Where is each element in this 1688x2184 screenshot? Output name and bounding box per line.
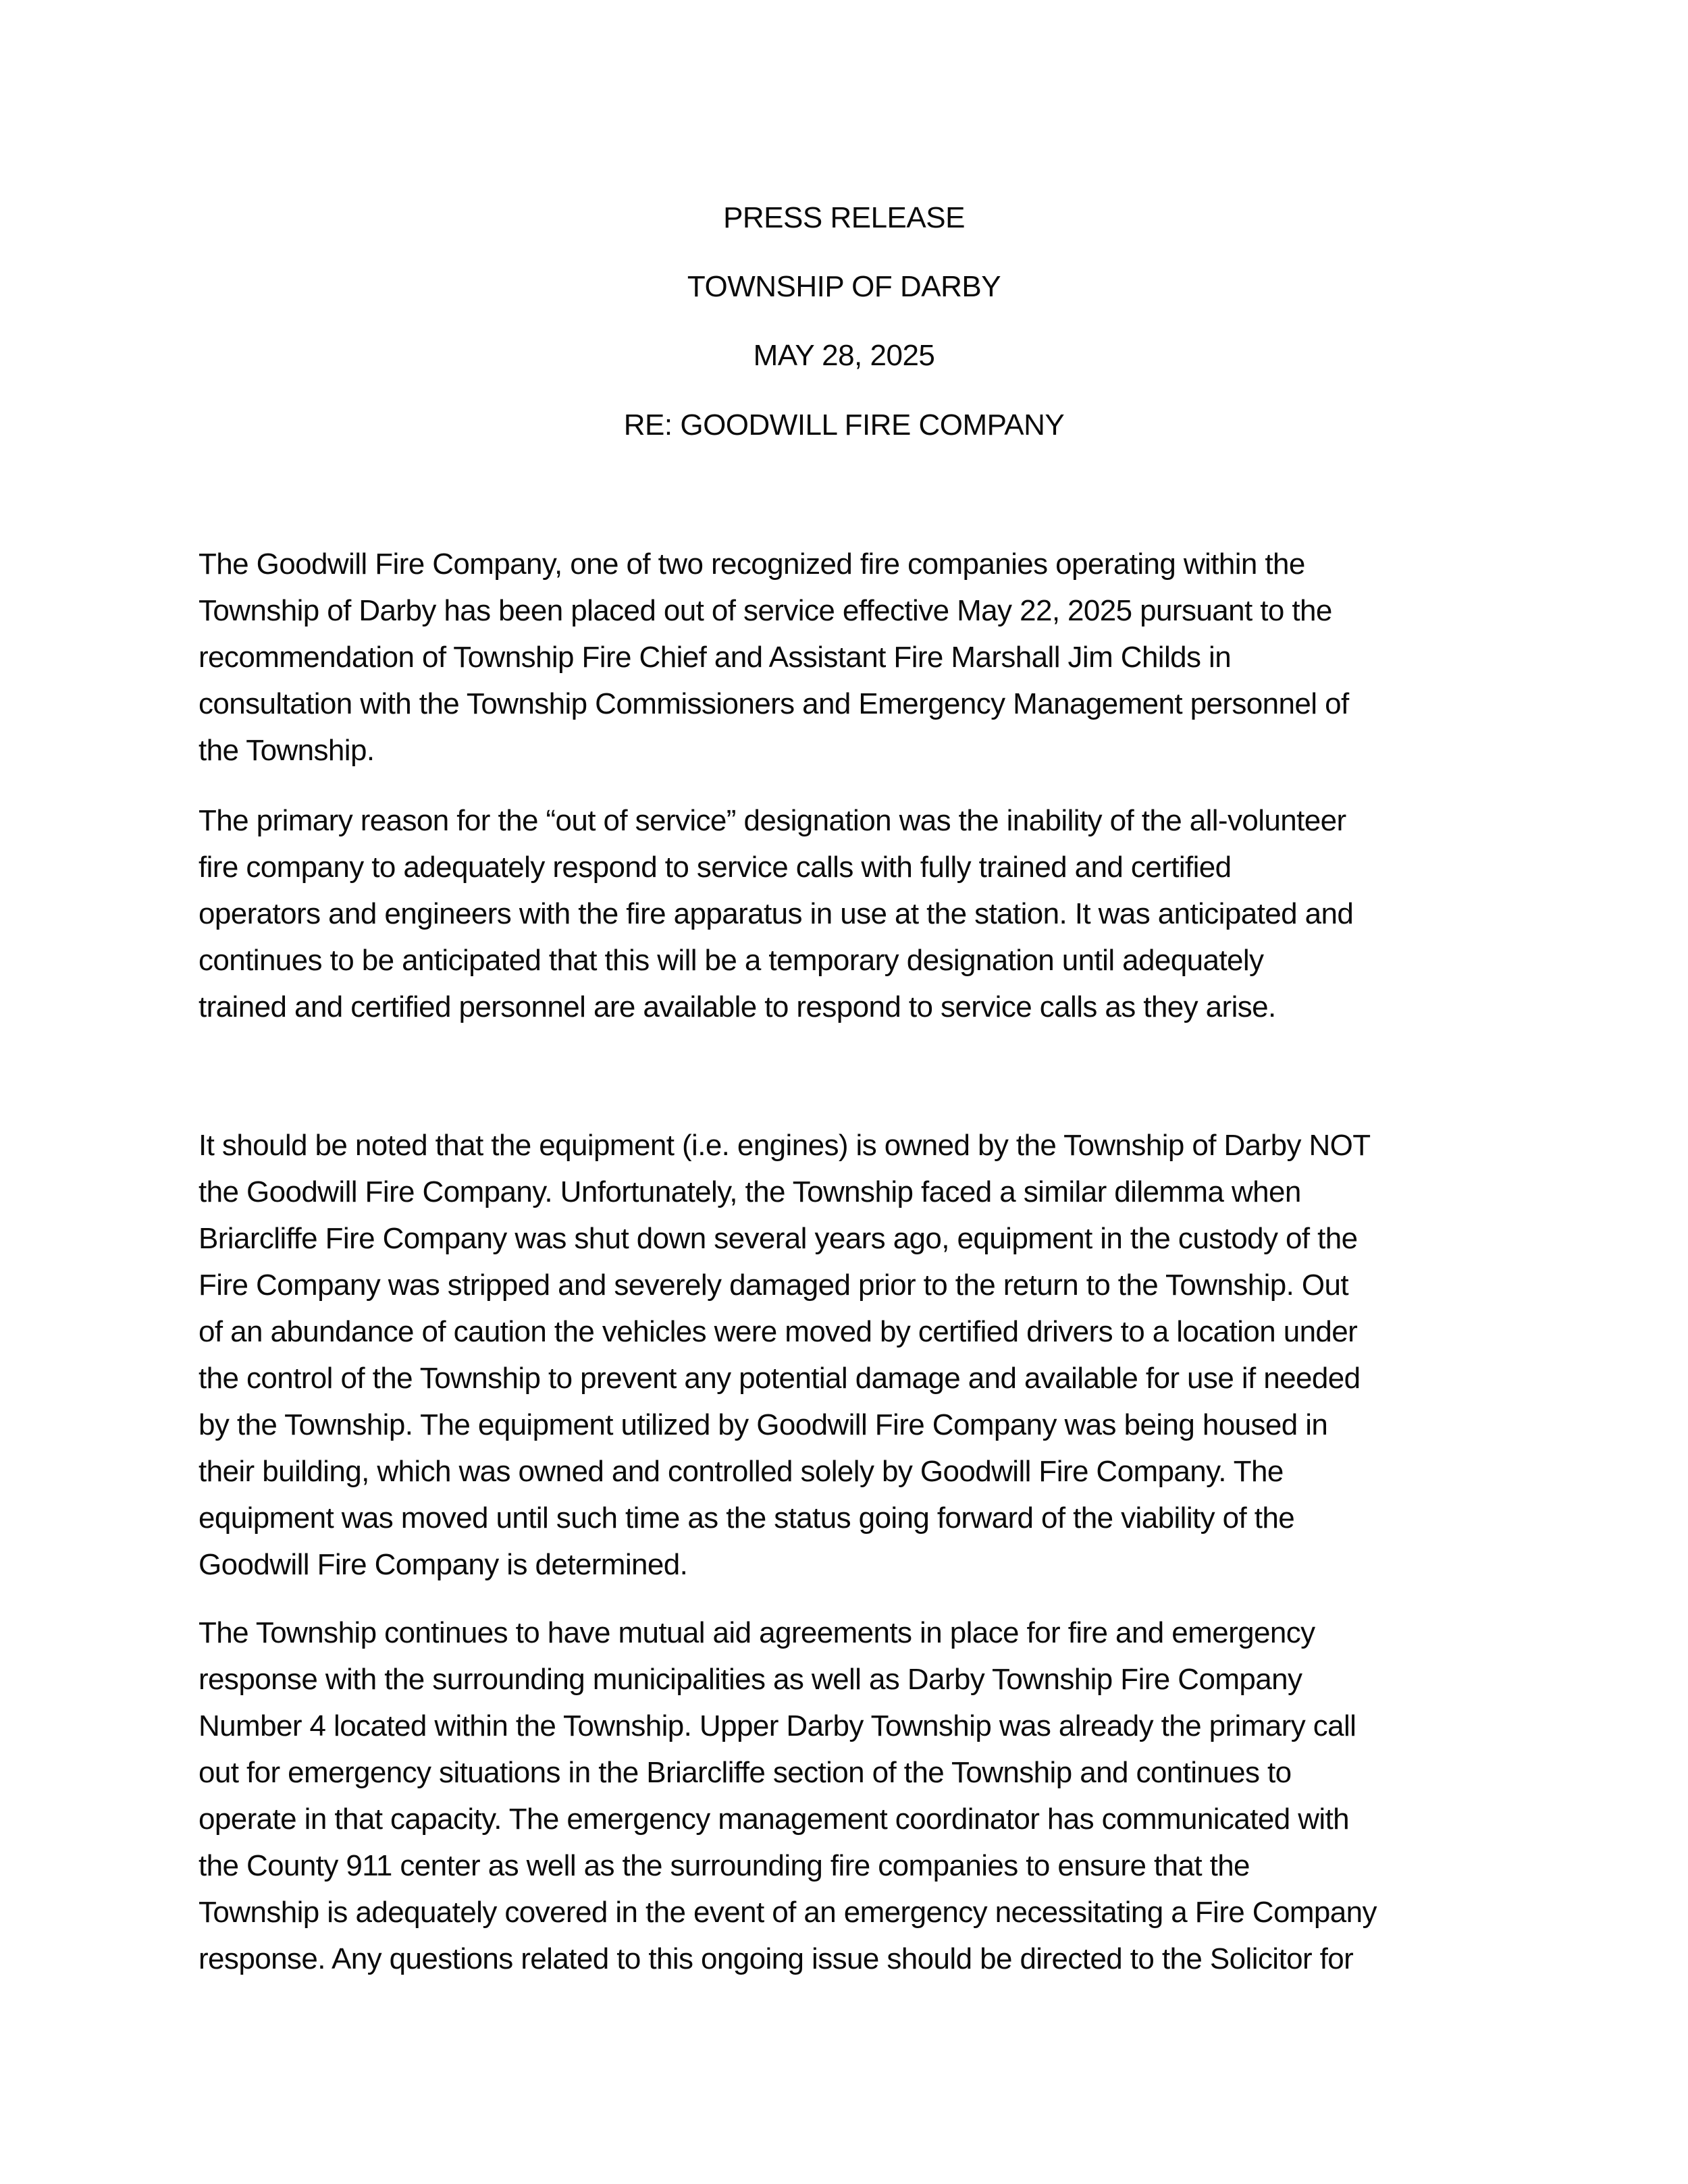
paragraph-primary-reason: The primary reason for the “out of service” designation was the inability of the all-volunteer fire company to adequately respond to service calls with fully trained and certified operators and engineers with the fire apparatus in use at the station. It was anticipated and continues to be anticipated that this will be a temporary designation until adequately trained and certified personnel are available to respond to service calls as they arise. (199, 804, 1354, 1023)
paragraph-mutual-aid: The Township continues to have mutual aid agreements in place for fire and emergency response with the surrounding municipalities as well as Darby Township Fire Company Number 4 located within the Township. Upper Darby Township was already the primary call out for emergency situations in the Briarcliffe section of the Township and continues to operate in that capacity. The emergency management coordinator has communicated with the County 911 center as well as the surrounding fire companies to ensure that the Township is adequately covered in the event of an emergency necessitating a Fire Company response. Any questions related to this ongoing issue should be directed to the Solicitor for (199, 1616, 1377, 1975)
header-subject: RE: GOODWILL FIRE COMPANY (623, 408, 1065, 442)
paragraph-out-of-service: The Goodwill Fire Company, one of two recognized fire companies operating within the Township of Darby has been placed out of service effective May 22, 2025 pursuant to the recommendation of Township Fire Chief and Assistant Fire Marshall Jim Childs in consultation with the Township Commissioners and Emergency Management personnel of the Township. (199, 548, 1349, 767)
header-township: TOWNSHIP OF DARBY (687, 270, 1001, 303)
header-press-release: PRESS RELEASE (723, 201, 965, 234)
paragraph-equipment-ownership: It should be noted that the equipment (i.e. engines) is owned by the Township of Darby NOT the Goodwill Fire Company. Unfortunately, the Township faced a similar dilemma when Briarcliffe Fire Company was shut down several years ago, equipment in the custody of the Fire Company was stripped and severely damaged prior to the return to the Township. Out of an abundance of caution the vehicles were moved by certified drivers to a location under the control of the Township to prevent any potential damage and available for use if needed by the Township. The equipment utilized by Goodwill Fire Company was being housed in their building, which was owned and controlled solely by Goodwill Fire Company. The equipment was moved until such time as the status going forward of the viability of the Goodwill Fire Company is determined. (199, 1129, 1371, 1581)
header-date: MAY 28, 2025 (753, 339, 935, 372)
